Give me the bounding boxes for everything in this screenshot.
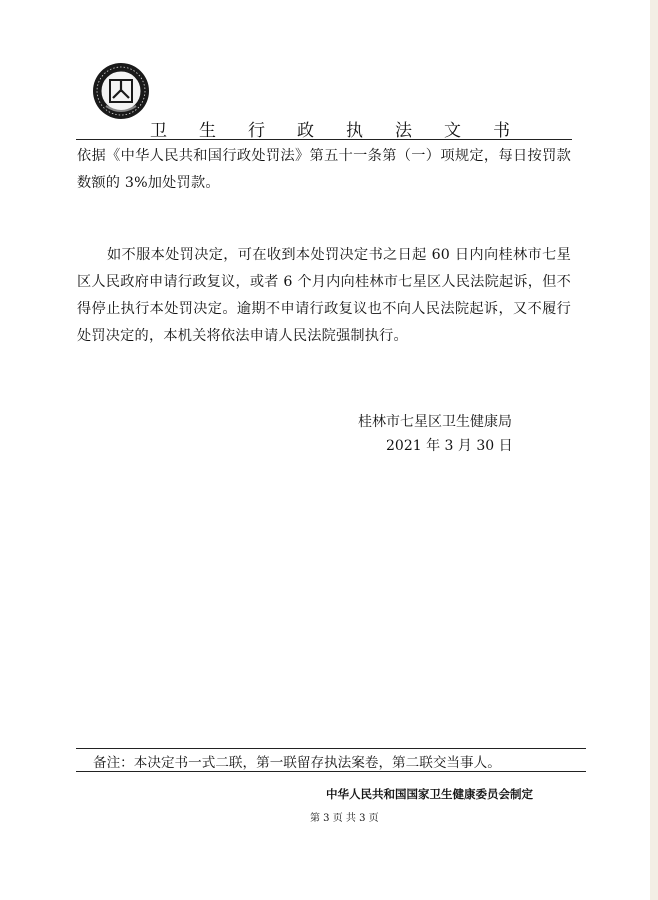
page-edge-shadow [650, 0, 658, 900]
penalty-basis-paragraph: 依据《中华人民共和国行政处罚法》第五十一条第（一）项规定，每日按罚款数额的 3%加处罚款。 [77, 148, 571, 191]
remarks-note: 备注：本决定书一式二联，第一联留存执法案卷，第二联交当事人。 [93, 755, 501, 771]
health-emblem-icon [92, 62, 150, 120]
title-char: 行 [248, 121, 265, 141]
title-char: 生 [199, 121, 216, 141]
title-char: 文 [444, 121, 461, 141]
document-title [150, 116, 510, 140]
issuing-authority: 桂林市七星区卫生健康局 [358, 414, 512, 430]
title-char: 政 [297, 121, 314, 141]
note-bottom-divider [76, 771, 586, 772]
title-char: 法 [395, 121, 412, 141]
issuer-footer: 中华人民共和国国家卫生健康委员会制定 [326, 787, 533, 801]
appeal-rights-paragraph: 如不服本处罚决定，可在收到本处罚决定书之日起 60 日内向桂林市七星区人民政府申请行政复议，或者 6 个月内向桂林市七星区人民法院起诉，但不得停止执行本处罚决定。逾期不申请行政复议也不向人民法院起诉，又不履行处罚决定的，本机关将依法申请人民法院强制执行。 [77, 247, 571, 344]
issue-date: 2021 年 3 月 30 日 [386, 438, 513, 454]
page-number: 第 3 页 共 3 页 [310, 813, 379, 824]
title-char: 卫 [150, 121, 167, 141]
title-char: 书 [493, 121, 510, 141]
title-char: 执 [346, 121, 363, 141]
title-divider [76, 139, 572, 140]
note-top-divider [76, 748, 586, 749]
